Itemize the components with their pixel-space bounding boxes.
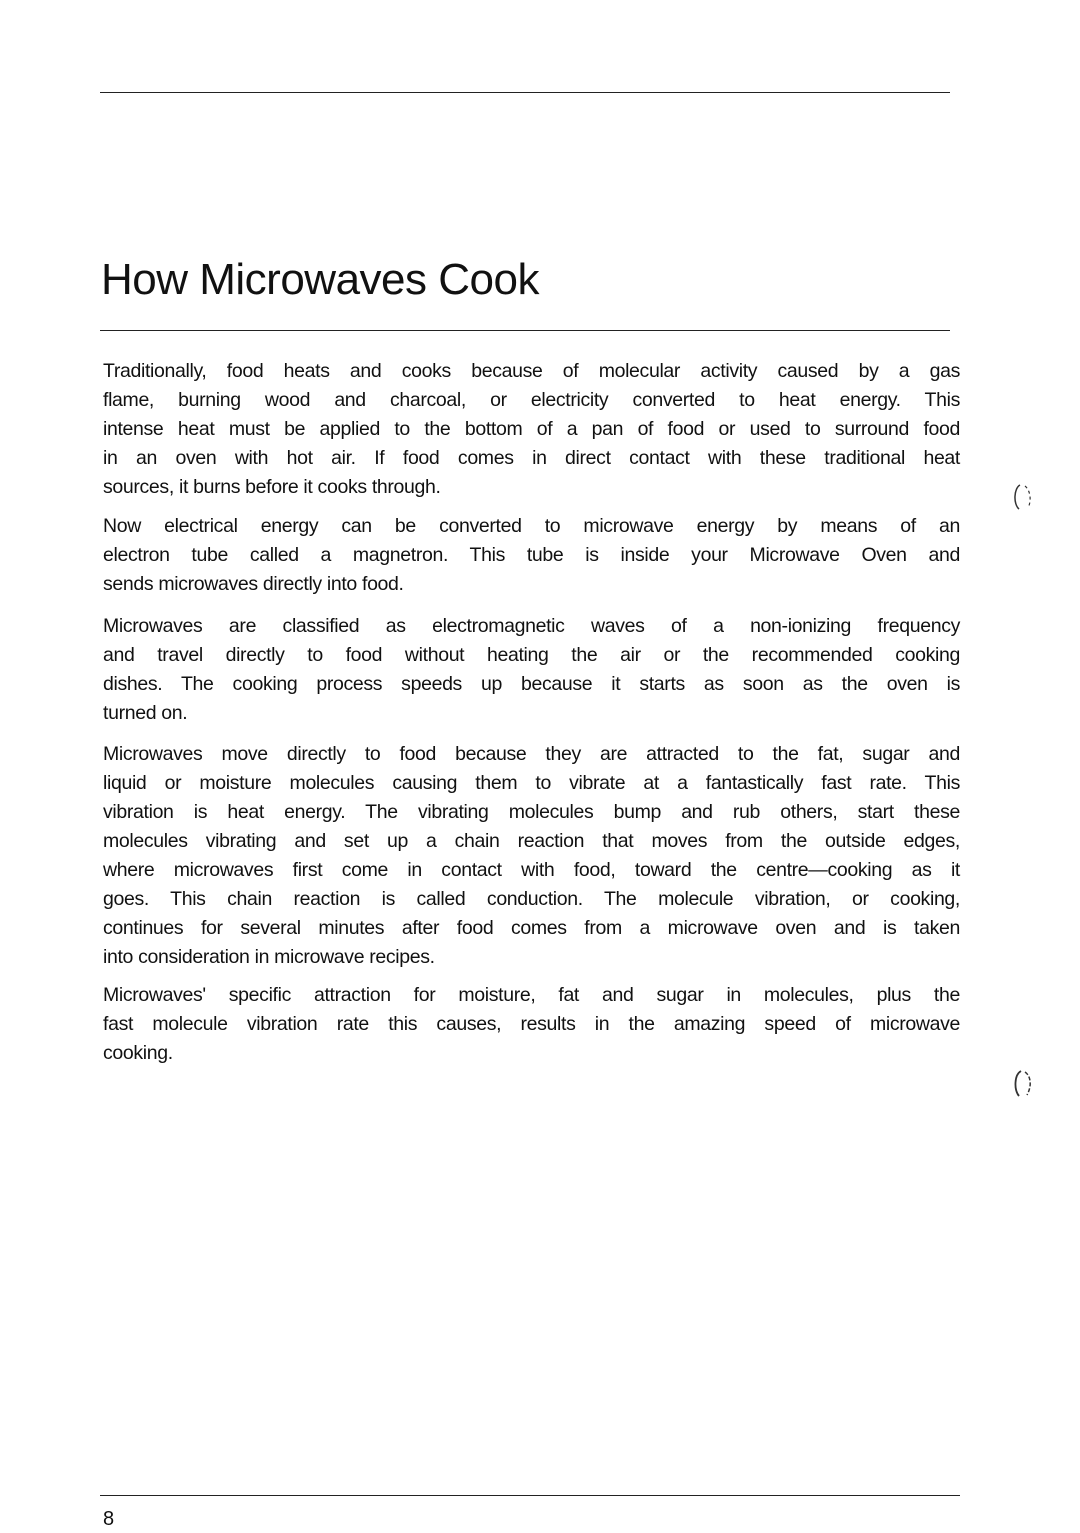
text-line: Microwaves move directly to food because they are attracted to the fat, sugar and — [103, 743, 960, 765]
text-line: into consideration in microwave recipes. — [103, 946, 435, 968]
text-line: liquid or moisture molecules causing them to vibrate at a fantastically fast rate. This — [103, 772, 960, 794]
text-line: cooking. — [103, 1042, 173, 1064]
text-line: sources, it burns before it cooks through. — [103, 476, 441, 498]
paragraph — [103, 981, 960, 1068]
text-line: Microwaves are classified as electromagnetic waves of a non-ionizing frequency — [103, 615, 960, 637]
top-rule — [100, 92, 950, 93]
text-line: turned on. — [103, 702, 188, 724]
binder-hole-icon — [1012, 1068, 1034, 1098]
text-line: electron tube called a magnetron. This tube is inside your Microwave Oven and — [103, 544, 960, 566]
title-rule — [100, 330, 950, 331]
page-title: How Microwaves Cook — [101, 255, 539, 304]
bottom-rule — [100, 1495, 960, 1496]
text-line: goes. This chain reaction is called conduction. The molecule vibration, or cooking, — [103, 888, 960, 910]
text-line: Traditionally, food heats and cooks because of molecular activity caused by a gas — [103, 360, 960, 382]
page-number: 8 — [103, 1508, 115, 1530]
text-line: vibration is heat energy. The vibrating molecules bump and rub others, start these — [103, 801, 960, 823]
text-line: in an oven with hot air. If food comes in direct contact with these traditional heat — [103, 447, 960, 469]
paragraph — [103, 357, 960, 502]
paragraph — [103, 740, 960, 972]
binder-hole-icon — [1012, 482, 1034, 512]
text-line: fast molecule vibration rate this causes, results in the amazing speed of microwave — [103, 1013, 960, 1035]
text-line: intense heat must be applied to the bottom of a pan of food or used to surround food — [103, 418, 960, 440]
text-line: sends microwaves directly into food. — [103, 573, 404, 595]
paragraph — [103, 512, 960, 599]
text-line: where microwaves first come in contact with food, toward the centre—cooking as it — [103, 859, 960, 881]
text-line: dishes. The cooking process speeds up because it starts as soon as the oven is — [103, 673, 960, 695]
text-line: flame, burning wood and charcoal, or electricity converted to heat energy. This — [103, 389, 960, 411]
text-line: Now electrical energy can be converted to microwave energy by means of an — [103, 515, 960, 537]
text-line: Microwaves' specific attraction for moisture, fat and sugar in molecules, plus the — [103, 984, 960, 1006]
paragraph — [103, 612, 960, 728]
text-line: continues for several minutes after food comes from a microwave oven and is taken — [103, 917, 960, 939]
text-line: molecules vibrating and set up a chain reaction that moves from the outside edges, — [103, 830, 960, 852]
text-line: and travel directly to food without heating the air or the recommended cooking — [103, 644, 960, 666]
